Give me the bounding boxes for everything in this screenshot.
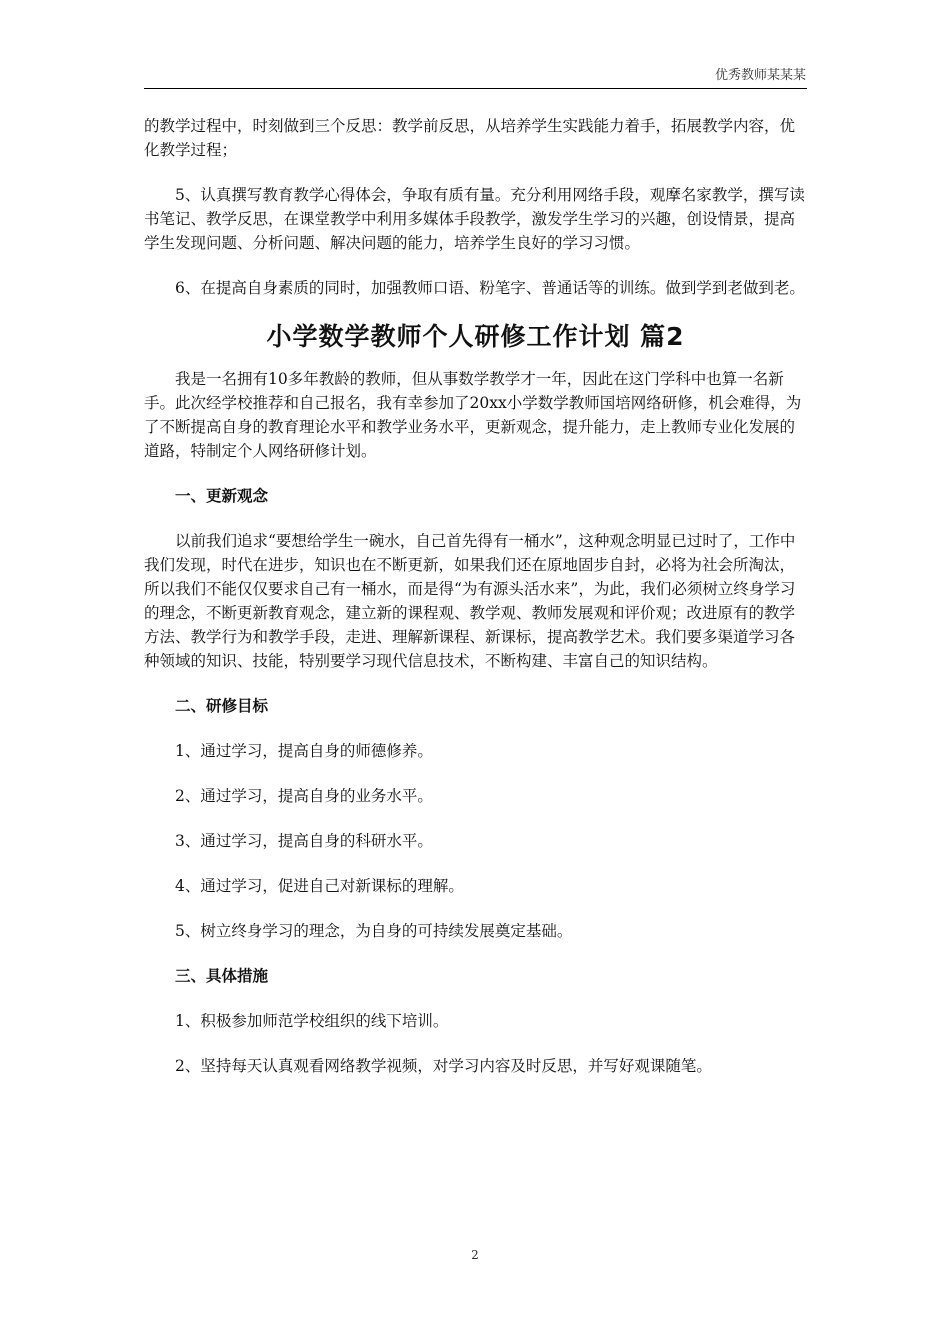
heading-goals: 二、研修目标 bbox=[175, 696, 269, 715]
paragraph: 5、认真撰写教育教学心得体会，争取有质有量。充分利用网络手段，观摩名家教学，撰写读书笔记、教学反思，在课堂教学中利用多媒体手段教学，激发学生学习的兴趣，创设情景，提高学生发现问题、分析问题、解决问题的能力，培养学生良好的学习习惯。 bbox=[144, 186, 805, 252]
list-item: 1、积极参加师范学校组织的线下培训。 bbox=[175, 1012, 449, 1030]
list-item: 1、通过学习，提高自身的师德修养。 bbox=[175, 742, 433, 760]
header-divider bbox=[144, 88, 807, 89]
paragraph: 以前我们追求“要想给学生一碗水，自己首先得有一桶水”，这种观念明显已过时了，工作中我们发现，时代在进步，知识也在不断更新，如果我们还在原地固步自封，必将为社会所淘汰，所以我们不能仅仅要求自己有一桶水，而是得“为有源头活水来”，为此，我们必须树立终身学习的理念，不断更新教育观念，建立新的课程观、教学观、教师发展观和评价观；改进原有的教学方法、教学行为和教学手段，走进、理解新课程、新课标，提高教学艺术。我们要多渠道学习各种领域的知识、技能，特别要学习现代信息技术，不断构建、丰富自己的知识结构。 bbox=[144, 532, 796, 670]
page-header: 优秀教师某某某 bbox=[714, 68, 806, 83]
list-item: 2、坚持每天认真观看网络教学视频，对学习内容及时反思，并写好观课随笔。 bbox=[175, 1057, 712, 1075]
document-body bbox=[144, 114, 807, 1078]
paragraph: 我是一名拥有10多年教龄的教师，但从事数学教学才一年，因此在这门学科中也算一名新手。此次经学校推荐和自己报名，我有幸参加了20xx小学数学教师国培网络研修，机会难得，为了不断提高自身的教育理论水平和教学业务水平，更新观念，提升能力，走上教师专业化发展的道路，特制定个人网络研修计划。 bbox=[144, 370, 802, 460]
list-item: 5、树立终身学习的理念，为自身的可持续发展奠定基础。 bbox=[175, 922, 573, 940]
heading-measures: 三、具体措施 bbox=[175, 966, 269, 985]
list-item: 4、通过学习，促进自己对新课标的理解。 bbox=[175, 877, 464, 895]
paragraph: 6、在提高自身素质的同时，加强教师口语、粉笔字、普通话等的训练。做到学到老做到老。 bbox=[175, 279, 805, 297]
list-item: 2、通过学习，提高自身的业务水平。 bbox=[175, 787, 433, 805]
paragraph: 的教学过程中，时刻做到三个反思：教学前反思，从培养学生实践能力着手，拓展教学内容，优化教学过程； bbox=[144, 117, 796, 159]
list-item: 3、通过学习，提高自身的科研水平。 bbox=[175, 832, 433, 850]
heading-update-concept: 一、更新观念 bbox=[175, 486, 269, 505]
section-title: 小学数学教师个人研修工作计划 篇2 bbox=[266, 322, 685, 351]
page-number: 2 bbox=[471, 1248, 479, 1262]
